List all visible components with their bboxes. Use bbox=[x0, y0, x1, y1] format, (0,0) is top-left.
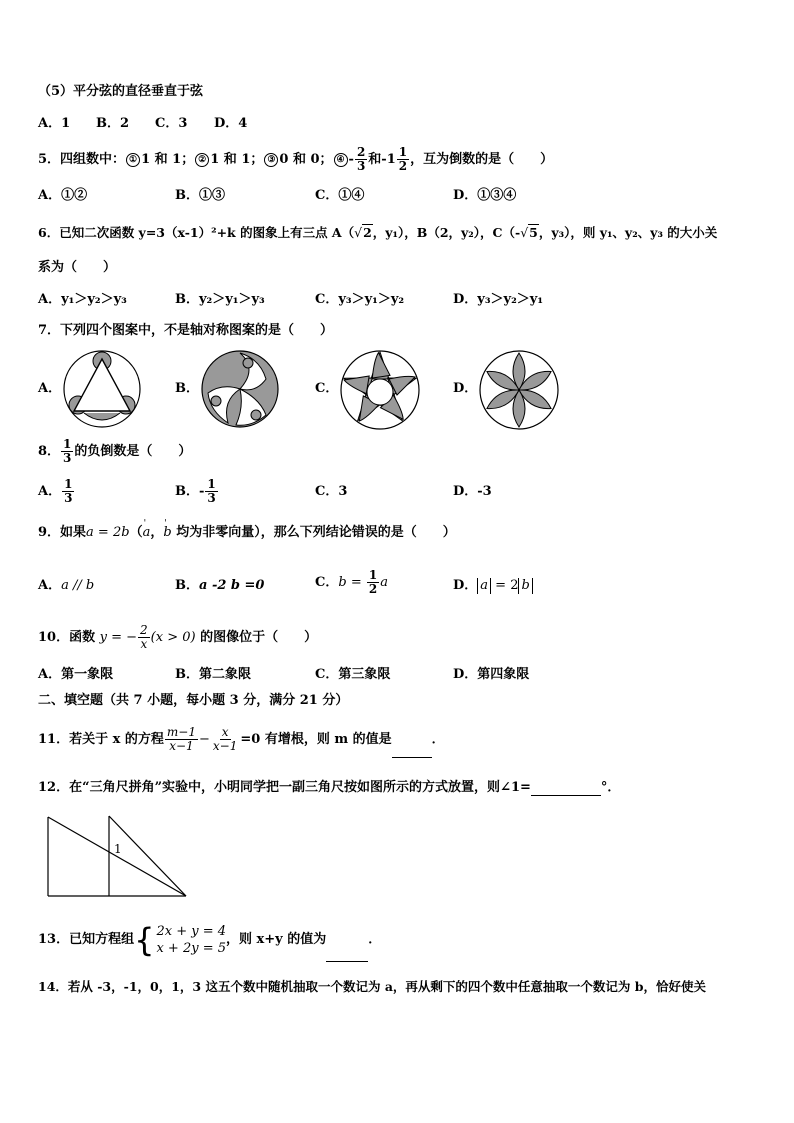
q6-option-c: C．y₃＞y₁＞y₂ bbox=[315, 292, 405, 307]
q5-stem-pre: 四组数中： bbox=[60, 152, 126, 167]
numerator: 1 bbox=[64, 477, 73, 491]
q12-pre: 12．在“三角尺拼角”实验中，小明同学把一副三角尺按如图所示的方式放置，则∠1= bbox=[38, 780, 531, 795]
denominator: 3 bbox=[356, 159, 366, 173]
q5-option-a bbox=[38, 188, 87, 204]
denominator: 3 bbox=[64, 491, 73, 505]
q9-option-c bbox=[315, 568, 388, 598]
q9-option-a bbox=[38, 578, 94, 594]
option-value: ①③ bbox=[199, 188, 226, 203]
numerator: 2 bbox=[356, 145, 366, 159]
q8-stem-post: 的负倒数是（ ） bbox=[74, 444, 192, 459]
option-label: A． bbox=[38, 578, 62, 593]
q6-option-a: A．y₁＞y₂＞y₃ bbox=[38, 292, 127, 307]
option-label: A． bbox=[38, 484, 62, 499]
q10-fraction bbox=[138, 624, 150, 651]
q5-number: 5． bbox=[38, 152, 61, 167]
q11-post: =0 有增根，则 m 的值是 bbox=[240, 732, 392, 747]
q5-option-b bbox=[175, 188, 225, 204]
numerator: 1 bbox=[207, 477, 216, 491]
q5-fraction-2-3 bbox=[355, 146, 367, 173]
q7-label-c: C． bbox=[315, 381, 339, 396]
q5-pair2: 1 和 1； bbox=[210, 152, 264, 167]
circled-2: ② bbox=[195, 153, 209, 167]
figure-c-five-petals bbox=[339, 349, 421, 431]
option-label: B． bbox=[175, 578, 199, 593]
sqrt-2: 2 bbox=[363, 225, 372, 240]
q13-end: ． bbox=[368, 932, 382, 947]
q9-option-d bbox=[453, 578, 533, 594]
denominator: 3 bbox=[63, 451, 72, 465]
denominator: 2 bbox=[398, 159, 408, 173]
abs-vector-b: b bbox=[518, 578, 532, 594]
numerator: 1 bbox=[398, 145, 408, 159]
option-expr-pre: b = bbox=[338, 575, 366, 590]
q10-option-a: A．第一象限 bbox=[38, 667, 114, 682]
numerator: 1 bbox=[63, 437, 72, 451]
q6-stem-line1: 6．已知二次函数 y=3（x-1）²+k 的图象上有三点 A（√2，y₁），B（2，y₂），C（-√5，y₃），则 y₁、y₂、y₃ 的大小关 bbox=[38, 225, 718, 240]
q12-end: °． bbox=[600, 780, 621, 795]
denominator: x bbox=[140, 637, 148, 651]
q11-fraction-1 bbox=[165, 726, 198, 753]
option-value: ①② bbox=[61, 188, 88, 203]
q13-stem bbox=[38, 918, 381, 962]
q8-option-c: C．3 bbox=[315, 484, 348, 499]
q6-text-2: ，y₁），B（2，y₂），C（- bbox=[372, 225, 521, 240]
q8-option-b bbox=[175, 478, 219, 505]
sqrt-5: 5 bbox=[529, 225, 538, 240]
option-expr: a // b bbox=[61, 578, 95, 593]
q8-number: 8． bbox=[38, 444, 61, 459]
q11-end: ． bbox=[431, 732, 445, 747]
q5-and-text: 和-1 bbox=[368, 152, 396, 167]
figure-b-three-lobes bbox=[200, 349, 280, 429]
numerator: x bbox=[221, 725, 229, 739]
q5-stem bbox=[38, 146, 553, 173]
denominator: 2 bbox=[368, 582, 378, 596]
q9-pre: 9．如果 bbox=[38, 525, 87, 540]
q5-pair1: 1 和 1； bbox=[141, 152, 195, 167]
vector-a: ' a bbox=[143, 525, 151, 541]
q7-label-d: D． bbox=[453, 381, 478, 396]
q10-pre: 10．函数 bbox=[38, 630, 100, 645]
q9-paren: （ bbox=[129, 525, 143, 540]
q12-answer-blank[interactable] bbox=[531, 781, 601, 796]
q5-stem-post: ，互为倒数的是（ ） bbox=[410, 152, 554, 167]
q10-post: 的图像位于（ ） bbox=[195, 630, 318, 645]
option-fraction bbox=[205, 478, 217, 505]
q5-pair3: 0 和 0； bbox=[279, 152, 333, 167]
option-label: D． bbox=[453, 578, 478, 593]
q6-stem-line2: 系为（ ） bbox=[38, 260, 117, 275]
q10-y-eq: y = − bbox=[99, 630, 138, 645]
q9-sep: ， bbox=[150, 525, 164, 540]
q6-text-3: ，y₃），则 y₁、y₂、y₃ 的大小关 bbox=[538, 225, 718, 240]
q14-stem: 14．若从 -3，-1，0，1，3 这五个数中随机抽取一个数记为 a，再从剩下的四个数中任意抽取一个数记为 b，恰好使关 bbox=[38, 979, 707, 994]
denominator: x−1 bbox=[212, 739, 238, 753]
q10-stem bbox=[38, 623, 317, 653]
q12-set-squares-figure bbox=[44, 814, 190, 900]
option-mid: = 2 bbox=[491, 578, 519, 593]
q5-option-d bbox=[453, 188, 516, 204]
q9-stem bbox=[38, 525, 456, 541]
q13-equation-1: 2x + y = 4 bbox=[156, 923, 226, 939]
q6-option-d: D．y₃＞y₂＞y₁ bbox=[453, 292, 544, 307]
option-fraction bbox=[62, 478, 74, 505]
q12-stem bbox=[38, 780, 620, 796]
q13-answer-blank[interactable] bbox=[326, 947, 368, 962]
option-value: ①③④ bbox=[477, 188, 517, 203]
q11-minus: − bbox=[198, 732, 210, 747]
q7-label-b: B． bbox=[175, 381, 199, 396]
q12-angle-label: 1 bbox=[114, 842, 122, 856]
vector-b: ' b bbox=[163, 525, 171, 541]
denominator: 3 bbox=[207, 491, 216, 505]
q11-answer-blank[interactable] bbox=[392, 743, 432, 758]
q11-fraction-2 bbox=[211, 726, 239, 753]
q13-post: ，则 x+y 的值为 bbox=[226, 932, 327, 947]
option-label: C． bbox=[315, 575, 339, 590]
option-expr: a -2 b =0 bbox=[199, 578, 265, 593]
option-label: C． bbox=[315, 188, 339, 203]
q13-equation-system: { 2x + y = 4 x + 2y = 5 bbox=[134, 920, 226, 959]
q10-option-b: B．第二象限 bbox=[175, 667, 251, 682]
q9-vector-equation: a = 2b bbox=[86, 525, 130, 540]
q5-fraction-1-2 bbox=[397, 146, 409, 173]
q10-option-d: D．第四象限 bbox=[453, 667, 530, 682]
q8-option-d: D．-3 bbox=[453, 484, 492, 499]
circled-3: ③ bbox=[264, 153, 278, 167]
option-label: A． bbox=[38, 188, 62, 203]
q6-text-1: 6．已知二次函数 y=3（x-1）²+k 的图象上有三点 A（ bbox=[38, 225, 355, 240]
circled-4: ④ bbox=[334, 153, 348, 167]
q5-option-c bbox=[315, 188, 364, 204]
figure-d-six-petal-flower bbox=[478, 349, 560, 431]
option-expr-post: a bbox=[380, 575, 388, 590]
q6-option-b: B．y₂＞y₁＞y₃ bbox=[175, 292, 265, 307]
q9-post: 均为非零向量），那么下列结论错误的是（ ） bbox=[171, 525, 456, 540]
q8-stem bbox=[38, 438, 191, 465]
circled-1: ① bbox=[126, 153, 140, 167]
q8-option-a bbox=[38, 478, 75, 505]
q4-option-a: A．1 bbox=[38, 116, 71, 131]
option-label: D． bbox=[453, 188, 478, 203]
q4-option-c: C．3 bbox=[155, 116, 188, 131]
q11-stem bbox=[38, 722, 445, 758]
option-fraction bbox=[367, 569, 379, 596]
figure-a-triangle-circle bbox=[62, 349, 142, 429]
section-heading-fill-in: 二、填空题（共 7 小题，每小题 3 分，满分 21 分） bbox=[38, 693, 349, 708]
q9-option-b bbox=[175, 578, 264, 594]
q5-neg-sign: - bbox=[348, 152, 354, 167]
q10-condition: (x > 0) bbox=[150, 630, 196, 645]
option-value: ①④ bbox=[338, 188, 365, 203]
q10-option-c: C．第三象限 bbox=[315, 667, 391, 682]
q11-pre: 11．若关于 x 的方程 bbox=[38, 732, 164, 747]
denominator: x−1 bbox=[169, 739, 194, 753]
q13-equation-2: x + 2y = 5 bbox=[156, 940, 226, 956]
q8-fraction bbox=[61, 438, 73, 465]
q4-option-b: B．2 bbox=[96, 116, 130, 131]
numerator: m−1 bbox=[166, 725, 196, 739]
q4-item5: （5）平分弦的直径垂直于弦 bbox=[38, 84, 204, 99]
q7-stem: 7．下列四个图案中，不是轴对称图案的是（ ） bbox=[38, 323, 334, 338]
numerator: 2 bbox=[140, 623, 148, 637]
option-label: B．- bbox=[175, 484, 205, 499]
q13-pre: 13．已知方程组 bbox=[38, 932, 135, 947]
numerator: 1 bbox=[368, 568, 378, 582]
q4-option-d: D．4 bbox=[214, 116, 248, 131]
option-label: B． bbox=[175, 188, 199, 203]
abs-vector-a: a bbox=[477, 578, 491, 594]
q7-label-a: A． bbox=[38, 381, 62, 396]
